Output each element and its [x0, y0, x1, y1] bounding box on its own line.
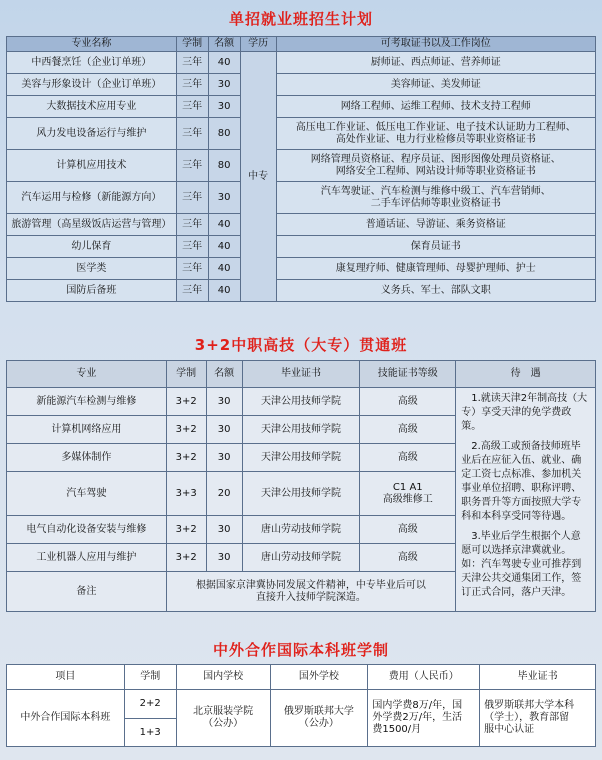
col-header-diploma: 毕业证书 [242, 361, 360, 388]
text-line: （公办） [298, 718, 339, 729]
years-cell: 三年 [176, 74, 208, 96]
text-line: 国内学费8万/年，国 [372, 700, 463, 711]
text-line: 根据国家京津冀协同发展文件精神，中专毕业后可以 [195, 579, 426, 591]
quota-cell: 30 [206, 444, 242, 472]
major-cell: 汽车驾驶 [7, 472, 167, 516]
years-cell: 3+2 [166, 544, 206, 572]
skill-level-cell [360, 388, 456, 416]
certificates-cell [276, 258, 595, 280]
major-cell: 电气自动化设备安装与维修 [7, 516, 167, 544]
col-header-certificates: 可考取证书以及工作岗位 [276, 37, 595, 52]
major-name-cell: 美容与形象设计（企业订单班） [7, 74, 177, 96]
years-cell: 3+2 [166, 516, 206, 544]
years-cell: 三年 [176, 96, 208, 118]
years-cell: 三年 [176, 52, 208, 74]
major-name-cell: 计算机应用技术 [7, 150, 177, 182]
diploma-cell [480, 690, 596, 747]
major-cell: 工业机器人应用与维护 [7, 544, 167, 572]
text-line: 高级维修工 [382, 493, 433, 505]
major-name-cell: 医学类 [7, 258, 177, 280]
major-cell: 计算机网络应用 [7, 416, 167, 444]
table-header-row [7, 37, 596, 52]
diploma-cell: 天津公用技师学院 [242, 416, 360, 444]
quota-cell: 30 [206, 388, 242, 416]
enrollment-plan-table [6, 36, 596, 302]
text-line: （公办） [203, 718, 244, 729]
diploma-cell: 天津公用技师学院 [242, 444, 360, 472]
text-line: 康复理疗师、健康管理师、母婴护理师、护士 [335, 262, 536, 274]
years-cell: 3+3 [166, 472, 206, 516]
table-row [7, 690, 596, 747]
text-line: 保育员证书 [410, 240, 461, 252]
major-name-cell: 旅游管理（高星级饭店运营与管理） [7, 214, 177, 236]
years-cell: 三年 [176, 214, 208, 236]
quota-cell: 40 [208, 52, 240, 74]
certificates-cell [276, 150, 595, 182]
quota-cell: 40 [208, 236, 240, 258]
col-header-quota: 名额 [206, 361, 242, 388]
fee-cell [368, 690, 480, 747]
education-cell: 中专 [240, 52, 276, 302]
certificates-cell [276, 182, 595, 214]
major-name-cell: 国防后备班 [7, 280, 177, 302]
text-line: 厨师证、西点师证、营养师证 [370, 56, 501, 68]
certificates-cell [276, 96, 595, 118]
col-header-major: 专业 [7, 361, 167, 388]
text-line: 费1500/月 [372, 724, 422, 735]
col-header-years: 学制 [166, 361, 206, 388]
text-line: 高处作业证、电力行业检修员等职业资格证书 [335, 133, 536, 145]
text-line: 高级 [397, 451, 418, 463]
table-row [7, 96, 596, 118]
diploma-cell: 唐山劳动技师学院 [242, 544, 360, 572]
foreign-school-cell [270, 690, 368, 747]
text-line: 二手车评估师等职业资格证书 [370, 197, 501, 209]
section3-title: 中外合作国际本科班学制 [212, 641, 389, 659]
col-header-education: 学历 [240, 37, 276, 52]
table-row [7, 214, 596, 236]
quota-cell: 40 [208, 280, 240, 302]
table-row [7, 182, 596, 214]
text-line: 高压电工作业证、低压电工作业证、电子技术认证助力工程师、 [295, 121, 576, 133]
quota-cell: 30 [206, 416, 242, 444]
certificates-cell [276, 236, 595, 258]
major-name-cell: 大数据技术应用专业 [7, 96, 177, 118]
col-header-years: 学制 [124, 665, 176, 690]
years-option: 2+2 [125, 698, 176, 719]
text-line: 服中心认证 [484, 724, 535, 735]
years-cell: 三年 [176, 236, 208, 258]
international-program-table [6, 664, 596, 747]
text-line: 网络工程师、运维工程师、技术支持工程师 [340, 100, 531, 112]
table-row [7, 236, 596, 258]
text-line: 高级 [397, 551, 418, 563]
table-row [7, 118, 596, 150]
skill-level-cell [360, 516, 456, 544]
benefit-paragraph: 2.高级工或预备技师班毕业后在应征入伍、就业、确定工资七点标准、参加机关事业单位招聘、职称评聘、职务晋升等方面按照大学专科和本科享受同等待遇。 [461, 441, 582, 522]
skill-level-cell [360, 416, 456, 444]
note-label-cell: 备注 [7, 572, 167, 612]
years-cell [124, 690, 176, 747]
through-program-table [6, 360, 596, 612]
quota-cell: 30 [208, 182, 240, 214]
years-cell: 三年 [176, 182, 208, 214]
text-line: C1 A1 [392, 481, 423, 493]
major-cell: 多媒体制作 [7, 444, 167, 472]
quota-cell: 80 [208, 150, 240, 182]
benefit-paragraph: 1.就读天津2年制高技（大专）享受天津的免学费政策。 [461, 393, 588, 432]
quota-cell: 30 [208, 96, 240, 118]
certificates-cell [276, 214, 595, 236]
col-header-project: 项目 [7, 665, 125, 690]
years-cell: 三年 [176, 258, 208, 280]
table-row [7, 388, 596, 416]
text-line: 义务兵、军士、部队文职 [380, 284, 491, 296]
benefits-cell [456, 388, 596, 612]
quota-cell: 80 [208, 118, 240, 150]
quota-cell: 30 [206, 544, 242, 572]
certificates-cell [276, 52, 595, 74]
note-content-cell [166, 572, 456, 612]
major-cell: 新能源汽车检测与维修 [7, 388, 167, 416]
col-header-major: 专业名称 [7, 37, 177, 52]
text-line: 汽车驾驶证、汽车检测与维修中级工、汽车营销师、 [320, 185, 551, 197]
certificates-cell [276, 118, 595, 150]
quota-cell: 40 [208, 258, 240, 280]
quota-cell: 30 [206, 516, 242, 544]
text-line: 普通话证、导游证、乘务资格证 [365, 218, 506, 230]
col-header-foreign-school: 国外学校 [270, 665, 368, 690]
diploma-cell: 天津公用技师学院 [242, 472, 360, 516]
col-header-benefits: 待 遇 [456, 361, 596, 388]
skill-level-cell [360, 472, 456, 516]
text-line: 网络安全工程师、网站设计师等职业资格证书 [335, 165, 536, 177]
certificates-cell [276, 280, 595, 302]
quota-cell: 40 [208, 214, 240, 236]
diploma-cell: 唐山劳动技师学院 [242, 516, 360, 544]
text-line: （学士），教育部留 [484, 712, 570, 723]
section2-title: 3+2中职高技（大专）贯通班 [194, 336, 408, 354]
col-header-domestic-school: 国内学校 [176, 665, 270, 690]
years-cell: 三年 [176, 280, 208, 302]
quota-cell: 20 [206, 472, 242, 516]
skill-level-cell [360, 544, 456, 572]
diploma-cell: 天津公用技师学院 [242, 388, 360, 416]
years-cell: 三年 [176, 150, 208, 182]
table-row [7, 258, 596, 280]
table-row [7, 150, 596, 182]
col-header-skill-level: 技能证书等级 [360, 361, 456, 388]
years-cell: 3+2 [166, 416, 206, 444]
benefit-paragraph: 3.毕业后学生根据个人意愿可以选择京津冀就业。如：汽车驾驶专业可推荐到天津公共交通集团工作，签订正式合同，落户天津。 [461, 531, 582, 598]
text-line: 俄罗斯联邦大学 [283, 706, 354, 717]
years-cell: 三年 [176, 118, 208, 150]
years-cell: 3+2 [166, 388, 206, 416]
text-line: 高级 [397, 395, 418, 407]
project-cell: 中外合作国际本科班 [7, 690, 125, 747]
text-line: 俄罗斯联邦大学本科 [484, 700, 575, 711]
table-row [7, 74, 596, 96]
col-header-diploma: 毕业证书 [480, 665, 596, 690]
domestic-school-cell [176, 690, 270, 747]
major-name-cell: 中西餐烹饪（企业订单班） [7, 52, 177, 74]
table-row [7, 52, 596, 74]
major-name-cell: 幼儿保育 [7, 236, 177, 258]
quota-cell: 30 [208, 74, 240, 96]
col-header-years: 学制 [176, 37, 208, 52]
years-option: 1+3 [139, 726, 161, 738]
text-line: 高级 [397, 523, 418, 535]
table-header-row [7, 361, 596, 388]
text-line: 网络管理员资格证、程序员证、图形图像处理员资格证、 [310, 153, 561, 165]
major-name-cell: 汽车运用与检修（新能源方向） [7, 182, 177, 214]
col-header-quota: 名额 [208, 37, 240, 52]
certificates-cell [276, 74, 595, 96]
col-header-fee: 费用（人民币） [368, 665, 480, 690]
table-header-row [7, 665, 596, 690]
text-line: 外学费2万/年，生活 [372, 712, 463, 723]
text-line: 北京服装学院 [193, 706, 254, 717]
table-row [7, 280, 596, 302]
section1-title: 单招就业班招生计划 [228, 10, 373, 28]
text-line: 直接升入技师学院深造。 [255, 591, 366, 603]
skill-level-cell [360, 444, 456, 472]
text-line: 美容师证、美发师证 [390, 78, 481, 90]
years-cell: 3+2 [166, 444, 206, 472]
text-line: 高级 [397, 423, 418, 435]
major-name-cell: 风力发电设备运行与维护 [7, 118, 177, 150]
